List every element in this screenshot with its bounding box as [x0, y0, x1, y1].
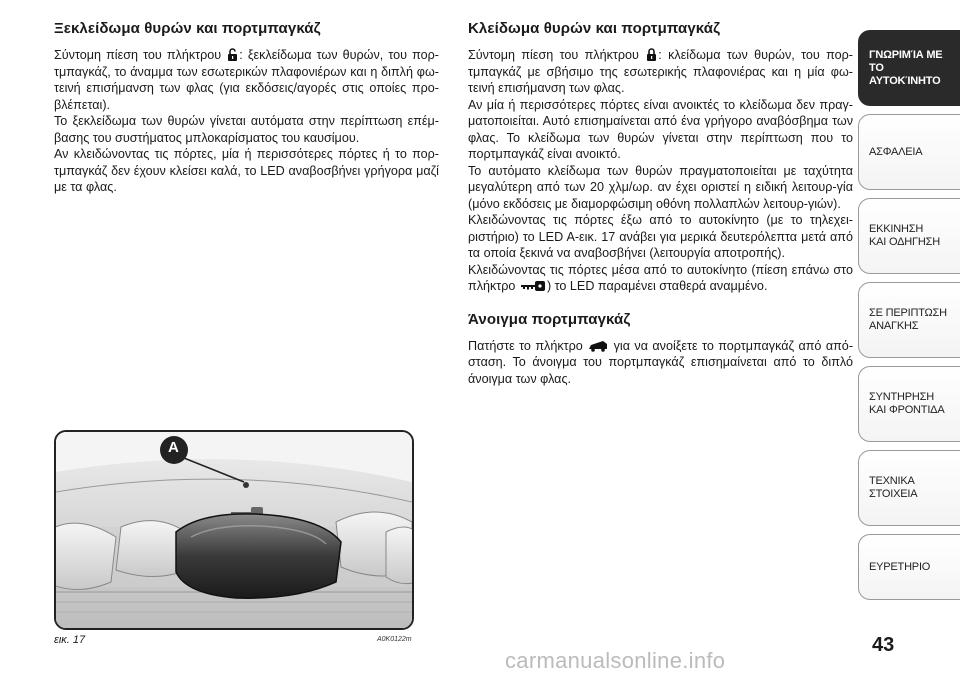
tab-label: ΣΥΝΤΗΡΗΣΗ ΚΑΙ ΦΡΟΝΤΙΔΑ — [869, 391, 945, 416]
unlock-p1-end: : ξεκλείδωμα των θυρών, του πορ-τμπαγκάζ, το άναμμα των εσωτερικών πλαφονιέρων και η διπλή φω-τεινή επισήμανση των φλας (για εκδόσεις/αγορές στις οποίες προ-βλέπεται). — [54, 48, 439, 112]
unlock-section-title: Ξεκλείδωμα θυρών και πορτμπαγκάζ — [54, 20, 321, 37]
lock-p5-end: ) το LED παραμένει σταθερά αναμμένο. — [546, 279, 768, 293]
page-number: 43 — [872, 634, 895, 656]
lock-paragraph-5 — [468, 262, 853, 295]
trunk-paragraph — [468, 338, 853, 388]
chapter-tabs — [858, 30, 960, 608]
tab-starting-driving[interactable] — [858, 198, 960, 274]
key-fob-illustration — [56, 432, 412, 628]
key-fob-figure — [54, 430, 414, 630]
lock-paragraph-2: Αν μία ή περισσότερες πόρτες είναι ανοικτές το κλείδωμα δεν πραγ-ματοποιείται. Αυτό επισημαίνεται από ένα γρήγορο αναβόσβημα των φλας. Το κλείδωμα των θυρών γίνεται στην περίπτωση που το πορτμπαγκάζ είναι ανοικτό. — [468, 97, 853, 161]
trunk-section-title: Άνοιγμα πορτμπαγκάζ — [468, 310, 631, 328]
figure-code: A0K0122m — [377, 636, 412, 643]
unlock-paragraph-1 — [54, 47, 439, 113]
tab-getting-to-know[interactable] — [858, 30, 960, 106]
tab-safety[interactable] — [858, 114, 960, 190]
right-column — [468, 20, 853, 387]
tab-index[interactable] — [858, 534, 960, 600]
lock-p1-end: : κλείδωμα των θυρών, του πορ-τμπαγκάζ με σβήσιμο της εσωτερικής πλαφονιέρας και η μία φω-τεινή επισήμανση των φλας. — [468, 48, 853, 95]
car-trunk-icon — [588, 340, 608, 352]
unlock-p1-start: Σύντομη πίεση του πλήκτρου — [54, 48, 222, 62]
figure-caption: εικ. 17 — [54, 634, 86, 646]
lock-paragraph-4: Κλειδώνοντας τις πόρτες έξω από το αυτοκίνητο (με το τηλεχει-ριστήριο) το LED A-εικ. 17 ανάβει για μερικά δευτερόλεπτα μετά από τα οποία ξεκινά να αναβοσβήνει (λειτουργία αποτροπής). — [468, 213, 853, 260]
tab-label: ΤΕΧΝΙΚΑ ΣΤΟΙΧΕΙΑ — [869, 475, 918, 500]
lock-paragraph-3: Το αυτόματο κλείδωμα των θυρών πραγματοποιείται με ταχύτητα μεγαλύτερη από των 20 χλμ/ωρ. αν έχει οριστεί η ειδική λειτουρ-γία (μόνο εκδόσεις με διαμορφώσιμη οθόνη πολλαπλών λειτουρ-γιών). — [468, 163, 853, 211]
lock-p1-start: Σύντομη πίεση του πλήκτρου — [468, 48, 639, 62]
tab-label: ΓΝΩΡΙΜΊΑ ΜΕ ΤΟ ΑΥΤΟΚΊΝΗΤΟ — [869, 48, 943, 87]
tab-label: ΑΣΦΑΛΕΙΑ — [869, 145, 923, 158]
key-icon — [520, 280, 546, 292]
tab-label: ΣΕ ΠΕΡΙΠΤΩΣΗ ΑΝΑΓΚΗΣ — [869, 307, 947, 332]
tab-maintenance[interactable] — [858, 366, 960, 442]
tab-label: ΕΚΚΙΝΗΣΗ ΚΑΙ ΟΔΗΓΗΣΗ — [869, 223, 940, 248]
watermark: carmanualsonline.info — [505, 648, 726, 673]
trunk-p-start: Πατήστε το πλήκτρο — [468, 338, 583, 353]
lock-p5-start: Κλειδώνοντας τις πόρτες μέσα από το αυτοκίνητο (πίεση επάνω στο πλήκτρο — [468, 262, 853, 293]
tab-emergency[interactable] — [858, 282, 960, 358]
lock-paragraph-1 — [468, 47, 853, 97]
trunk-p-end: για να ανοίξετε το πορτμπαγκάζ από από-σταση. Το άνοιγμα του πορτμπαγκάζ επισημαίνεται από το διπλό άνοιγμα των φλας. — [468, 338, 854, 386]
tab-technical-data[interactable] — [858, 450, 960, 526]
unlock-paragraph-2: Το ξεκλείδωμα των θυρών γίνεται αυτόματα στην περίπτωση επέμ-βασης του συστήματος μπλοκαρίσματος του καυσίμου. — [54, 114, 439, 145]
unlock-padlock-icon — [227, 48, 238, 61]
left-column — [54, 20, 439, 196]
unlock-paragraph-3: Αν κλειδώνοντας τις πόρτες, μία ή περισσότερες πόρτες ή το πορ-τμπαγκάζ δεν έχουν κλείσει καλά, το LED αναβοσβήνει γρήγορα μαζί με τα φλας. — [54, 147, 439, 194]
lock-section-title: Κλείδωμα θυρών και πορτμπαγκάζ — [468, 20, 721, 37]
lock-padlock-icon — [646, 48, 657, 61]
callout-label-a: A — [168, 439, 179, 456]
tab-label: ΕΥΡΕΤΗΡΙΟ — [869, 560, 931, 573]
